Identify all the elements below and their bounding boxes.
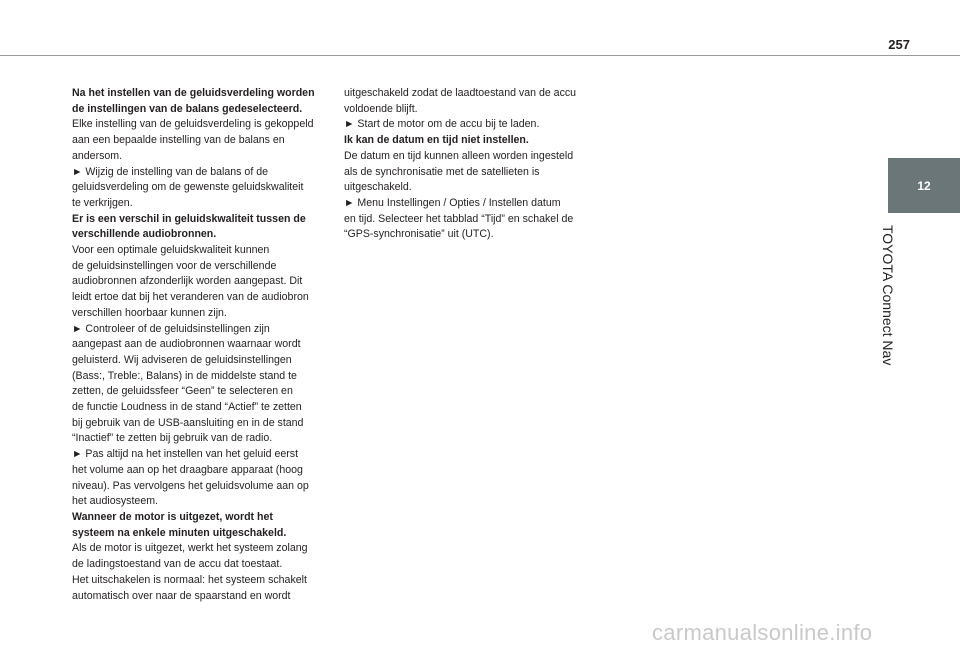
text-line: het audiosysteem.	[72, 495, 158, 508]
text-line: ► Controleer of de geluidsinstellingen zijn	[72, 322, 270, 335]
text-line: Na het instellen van de geluidsverdeling worden	[72, 87, 315, 99]
text-line: ► Wijzig de instelling van de balans of de	[72, 165, 268, 178]
text-line: de functie Loudness in de stand “Actief” te zetten	[72, 401, 302, 414]
text-line: Als de motor is uitgezet, werkt het systeem zolang	[72, 542, 308, 555]
text-line: de geluidsinstellingen voor de verschillende	[72, 259, 277, 272]
watermark: carmanualsonline.info	[652, 620, 873, 645]
text-line: het volume aan op het draagbare apparaat (hoog	[72, 463, 303, 476]
text-line: Er is een verschil in geluidskwaliteit tussen de	[72, 212, 306, 225]
text-line: als de synchronisatie met de satellieten is	[344, 165, 540, 178]
text-line: de ladingstoestand van de accu dat toestaat.	[72, 558, 283, 571]
text-line: Wanneer de motor is uitgezet, wordt het	[72, 510, 273, 523]
text-line: aan een bepaalde instelling van de balans en	[72, 134, 285, 147]
text-line: en tijd. Selecteer het tabblad “Tijd” en schakel de	[344, 212, 574, 225]
text-line: uitgeschakeld.	[344, 181, 412, 194]
right-text-column	[344, 86, 604, 243]
text-line: niveau). Pas vervolgens het geluidsvolume aan op	[72, 479, 309, 492]
text-line: Voor een optimale geluidskwaliteit kunnen	[72, 244, 270, 257]
text-line: “Inactief” te zetten bij gebruik van de radio.	[72, 432, 273, 445]
text-line: voldoende blijft.	[344, 102, 418, 115]
text-line: zetten, de geluidssfeer “Geen” te selecteren en	[72, 385, 293, 398]
text-line: (Bass:, Treble:, Balans) in de middelste stand te	[72, 369, 297, 382]
text-line: De datum en tijd kunnen alleen worden ingesteld	[344, 149, 574, 162]
header-divider	[0, 55, 960, 56]
text-line: aangepast aan de audiobronnen waarnaar wordt	[72, 338, 301, 351]
text-line: ► Start de motor om de accu bij te laden.	[344, 118, 540, 131]
text-line: verschillen hoorbaar kunnen zijn.	[72, 306, 227, 319]
text-line: Het uitschakelen is normaal: het systeem schakelt	[72, 573, 307, 586]
left-text-column	[72, 86, 334, 604]
text-line: geluisterd. Wij adviseren de geluidsinstellingen	[72, 353, 292, 366]
text-line: ► Pas altijd na het instellen van het geluid eerst	[72, 448, 299, 461]
text-line: te verkrijgen.	[72, 196, 133, 209]
text-line: systeem na enkele minuten uitgeschakeld.	[72, 526, 287, 539]
chapter-number-tab[interactable]: 12	[888, 158, 960, 213]
chapter-title: TOYOTA Connect Nav	[880, 225, 896, 366]
text-line: andersom.	[72, 149, 123, 162]
text-line: de instellingen van de balans gedeselecteerd.	[72, 102, 303, 115]
text-line: Elke instelling van de geluidsverdeling is gekoppeld	[72, 118, 314, 131]
text-line: uitgeschakeld zodat de laadtoestand van de accu	[344, 87, 577, 99]
page-number: 257	[888, 37, 910, 52]
text-line: geluidsverdeling om de gewenste geluidskwaliteit	[72, 181, 304, 194]
text-line: verschillende audiobronnen.	[72, 228, 217, 241]
text-line: leidt ertoe dat bij het veranderen van de audiobron	[72, 291, 309, 304]
text-line: “GPS-synchronisatie” uit (UTC).	[344, 228, 494, 241]
text-line: bij gebruik van de USB-aansluiting en in de stand	[72, 416, 304, 429]
text-line: audiobronnen afzonderlijk worden aangepast. Dit	[72, 275, 303, 288]
text-line: ► Menu Instellingen / Opties / Instellen datum	[344, 196, 561, 209]
text-line: Ik kan de datum en tijd niet instellen.	[344, 134, 529, 147]
text-line: automatisch over naar de spaarstand en wordt	[72, 589, 291, 602]
